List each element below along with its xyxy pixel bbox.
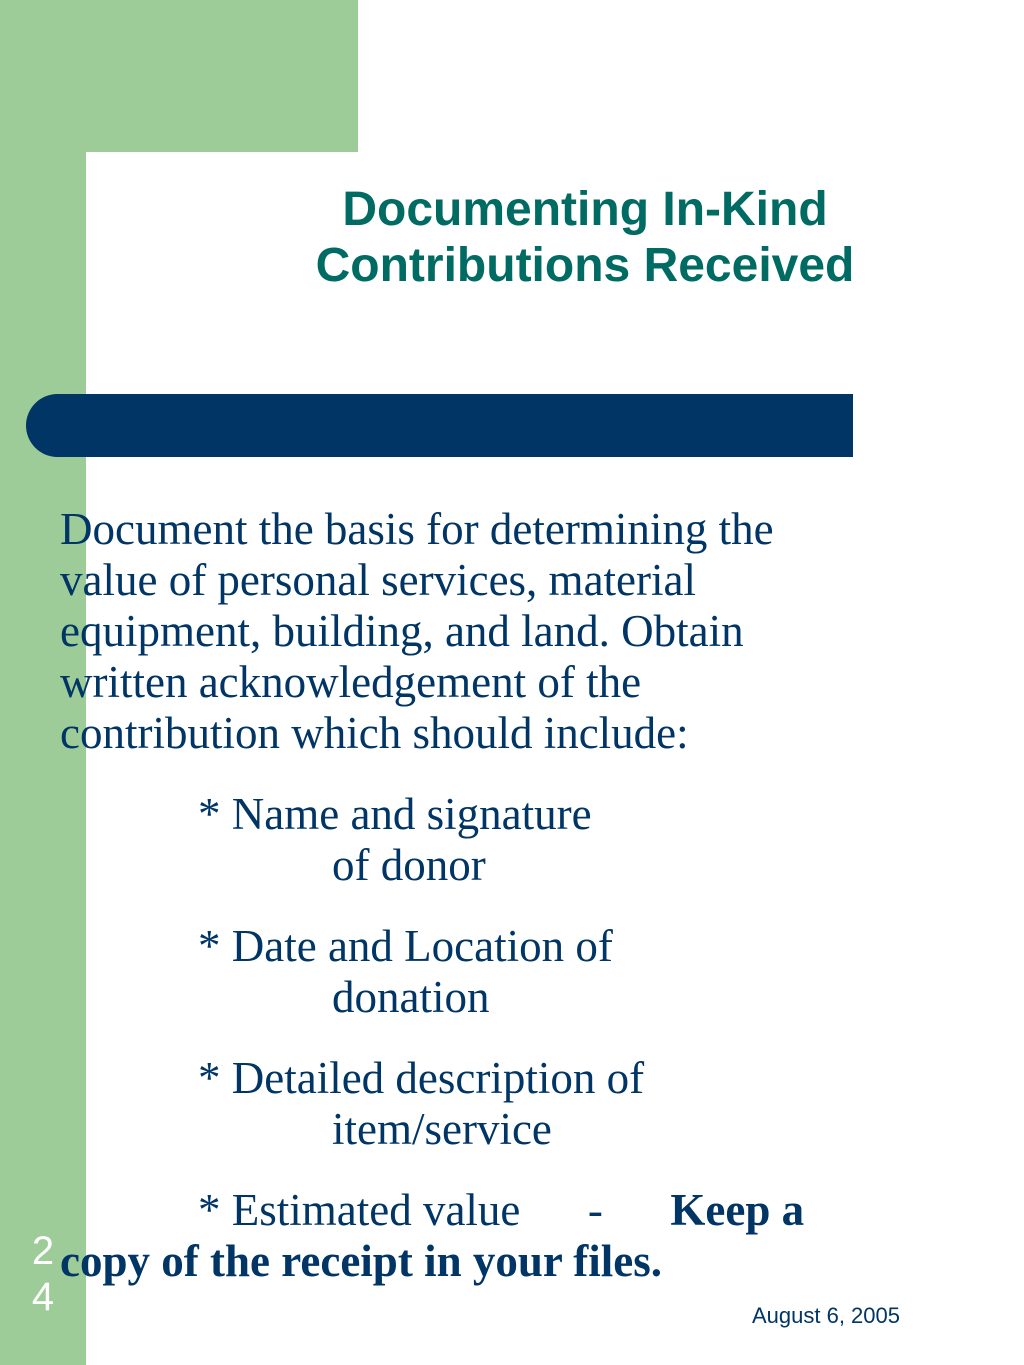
bullet-line-2: donation bbox=[332, 972, 490, 1022]
slide-number: 24 bbox=[31, 1229, 55, 1319]
top-decor-block bbox=[0, 0, 358, 152]
title-divider-bar bbox=[26, 394, 853, 457]
intro-line-3: equipment, building, and land. Obtain bbox=[60, 606, 744, 656]
keep-copy-bold-start: Keep a bbox=[670, 1185, 805, 1235]
estimated-value-text: * Estimated value bbox=[198, 1185, 521, 1235]
bullet-line-1: * Detailed description of bbox=[198, 1053, 645, 1103]
bullet-line-2: item/service bbox=[332, 1104, 552, 1154]
intro-line-2: value of personal services, material bbox=[60, 555, 696, 605]
slide-body bbox=[60, 504, 940, 1287]
slide-title bbox=[230, 182, 940, 294]
bullet-line-1 bbox=[60, 1185, 940, 1236]
bullet-item-estimated-value bbox=[60, 1185, 940, 1287]
decor-corner bbox=[86, 152, 146, 392]
bullet-item bbox=[60, 1053, 940, 1155]
bullet-line-1: * Date and Location of bbox=[198, 921, 613, 971]
title-line-2: Contributions Received bbox=[315, 239, 855, 292]
keep-copy-bold-rest: copy of the receipt in your files. bbox=[60, 1236, 663, 1286]
bullet-line-1: * Name and signature bbox=[198, 789, 592, 839]
bullet-item bbox=[60, 789, 940, 891]
bullet-item bbox=[60, 921, 940, 1023]
bullet-line-2: of donor bbox=[332, 840, 486, 890]
slide-date: August 6, 2005 bbox=[751, 1303, 900, 1328]
dash-separator: - bbox=[587, 1185, 603, 1235]
title-line-1: Documenting In-Kind bbox=[342, 183, 828, 236]
intro-paragraph bbox=[60, 504, 940, 759]
intro-line-1: Document the basis for determining the bbox=[60, 504, 774, 554]
intro-line-5: contribution which should include: bbox=[60, 708, 689, 758]
intro-line-4: written acknowledgement of the bbox=[60, 657, 642, 707]
